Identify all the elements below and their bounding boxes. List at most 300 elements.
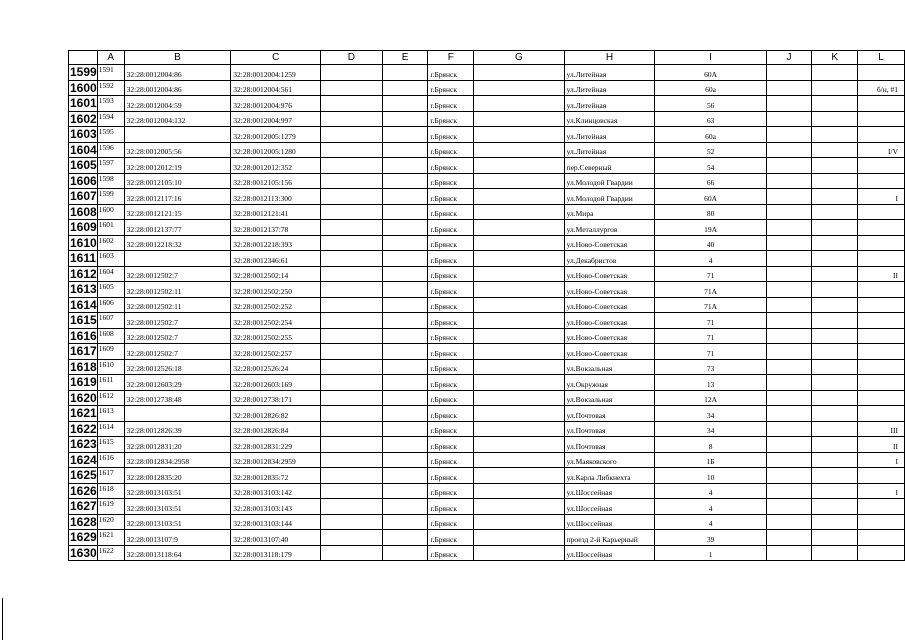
cell-g[interactable] <box>474 80 564 96</box>
row-number[interactable]: 1608 <box>70 204 97 219</box>
cell-i[interactable]: 54 <box>655 158 766 174</box>
row-number[interactable]: 1624 <box>70 452 97 467</box>
cell-a[interactable]: 1622 <box>97 545 124 561</box>
row-number[interactable]: 1609 <box>70 220 97 235</box>
cell-l[interactable] <box>858 328 905 344</box>
cell-f[interactable]: г.Брянск <box>428 499 474 515</box>
cell-h[interactable]: ул.Ново-Советская <box>564 328 655 344</box>
cell-b[interactable]: 32:28:0012502:7 <box>124 313 231 329</box>
cell-h[interactable]: ул.Ново-Советская <box>564 313 655 329</box>
cell-h[interactable]: ул.Клинцовская <box>564 111 655 127</box>
cell-k[interactable] <box>812 530 858 546</box>
cell-d[interactable] <box>321 65 383 81</box>
cell-a[interactable]: 1610 <box>97 359 124 375</box>
cell-g[interactable] <box>474 406 564 422</box>
cell-h[interactable]: ул.Ново-Советская <box>564 266 655 282</box>
cell-d[interactable] <box>321 282 383 298</box>
cell-d[interactable] <box>321 530 383 546</box>
cell-h[interactable]: ул.Почтовая <box>564 437 655 453</box>
cell-h[interactable]: проезд 2-й Карьерный <box>564 530 655 546</box>
cell-c[interactable]: 32:28:0013103:144 <box>231 514 321 530</box>
cell-f[interactable]: г.Брянск <box>428 80 474 96</box>
cell-b[interactable] <box>124 406 231 422</box>
cell-l[interactable]: I <box>858 189 905 205</box>
cell-b[interactable]: 32:28:0012502:11 <box>124 282 231 298</box>
cell-k[interactable] <box>812 452 858 468</box>
cell-k[interactable] <box>812 158 858 174</box>
cell-f[interactable]: г.Брянск <box>428 142 474 158</box>
cell-c[interactable]: 32:28:0012835:72 <box>231 468 321 484</box>
cell-b[interactable] <box>124 251 231 267</box>
cell-c[interactable]: 32:28:0012113:300 <box>231 189 321 205</box>
cell-i[interactable]: 4 <box>655 499 766 515</box>
cell-i[interactable]: 60а <box>655 80 766 96</box>
cell-i[interactable]: 34 <box>655 406 766 422</box>
cell-e[interactable] <box>382 530 428 546</box>
cell-h[interactable]: ул.Шоссейная <box>564 483 655 499</box>
cell-b[interactable]: 32:28:0012218:32 <box>124 235 231 251</box>
cell-h[interactable]: ул.Ново-Советская <box>564 282 655 298</box>
cell-g[interactable] <box>474 282 564 298</box>
cell-e[interactable] <box>382 282 428 298</box>
cell-h[interactable]: ул.Молодой Гвардии <box>564 173 655 189</box>
row-number[interactable]: 1607 <box>70 189 97 204</box>
cell-h[interactable]: ул.Декабристов <box>564 251 655 267</box>
cell-h[interactable]: ул.Литейная <box>564 80 655 96</box>
cell-j[interactable] <box>766 251 812 267</box>
cell-d[interactable] <box>321 173 383 189</box>
cell-i[interactable]: 4 <box>655 514 766 530</box>
cell-l[interactable]: II <box>858 437 905 453</box>
cell-g[interactable] <box>474 437 564 453</box>
cell-a[interactable]: 1607 <box>97 313 124 329</box>
cell-h[interactable]: ул.Шоссейная <box>564 545 655 561</box>
cell-l[interactable] <box>858 313 905 329</box>
row-number[interactable]: 1616 <box>70 328 97 343</box>
cell-h[interactable]: ул.Почтовая <box>564 421 655 437</box>
cell-a[interactable]: 1592 <box>97 80 124 96</box>
cell-k[interactable] <box>812 437 858 453</box>
cell-i[interactable]: 60А <box>655 65 766 81</box>
cell-h[interactable]: ул.Литейная <box>564 65 655 81</box>
cell-j[interactable] <box>766 158 812 174</box>
cell-b[interactable]: 32:28:0012831:20 <box>124 437 231 453</box>
cell-d[interactable] <box>321 297 383 313</box>
cell-e[interactable] <box>382 359 428 375</box>
cell-b[interactable]: 32:28:0013103:51 <box>124 483 231 499</box>
cell-b[interactable]: 32:28:0012004:132 <box>124 111 231 127</box>
cell-l[interactable] <box>858 468 905 484</box>
row-number[interactable]: 1603 <box>70 127 97 142</box>
cell-f[interactable]: г.Брянск <box>428 390 474 406</box>
cell-g[interactable] <box>474 530 564 546</box>
cell-l[interactable] <box>858 127 905 143</box>
cell-i[interactable]: 39 <box>655 530 766 546</box>
cell-g[interactable] <box>474 111 564 127</box>
cell-l[interactable]: II <box>858 266 905 282</box>
cell-f[interactable]: г.Брянск <box>428 530 474 546</box>
cell-k[interactable] <box>812 266 858 282</box>
cell-j[interactable] <box>766 220 812 236</box>
cell-h[interactable]: ул.Маяковского <box>564 452 655 468</box>
cell-f[interactable]: г.Брянск <box>428 266 474 282</box>
row-number[interactable]: 1611 <box>70 251 97 266</box>
cell-i[interactable]: 60а <box>655 127 766 143</box>
cell-c[interactable]: 32:28:0012121:41 <box>231 204 321 220</box>
cell-j[interactable] <box>766 235 812 251</box>
cell-l[interactable] <box>858 65 905 81</box>
cell-c[interactable]: 32:28:0012502:257 <box>231 344 321 360</box>
cell-c[interactable]: 32:28:0012834:2959 <box>231 452 321 468</box>
cell-k[interactable] <box>812 344 858 360</box>
cell-f[interactable]: г.Брянск <box>428 204 474 220</box>
cell-k[interactable] <box>812 80 858 96</box>
cell-k[interactable] <box>812 328 858 344</box>
cell-k[interactable] <box>812 173 858 189</box>
cell-b[interactable]: 32:28:0012137:77 <box>124 220 231 236</box>
cell-b[interactable]: 32:28:0012738:48 <box>124 390 231 406</box>
cell-h[interactable]: ул.Шоссейная <box>564 499 655 515</box>
cell-c[interactable]: 32:28:0012218:393 <box>231 235 321 251</box>
cell-d[interactable] <box>321 127 383 143</box>
cell-i[interactable]: 66 <box>655 173 766 189</box>
row-number[interactable]: 1626 <box>70 483 97 498</box>
cell-e[interactable] <box>382 251 428 267</box>
cell-a[interactable]: 1600 <box>97 204 124 220</box>
cell-l[interactable] <box>858 530 905 546</box>
cell-l[interactable] <box>858 499 905 515</box>
cell-j[interactable] <box>766 514 812 530</box>
cell-e[interactable] <box>382 220 428 236</box>
cell-k[interactable] <box>812 282 858 298</box>
cell-d[interactable] <box>321 328 383 344</box>
cell-l[interactable] <box>858 111 905 127</box>
cell-h[interactable]: ул.Карла Либкнехта <box>564 468 655 484</box>
cell-l[interactable] <box>858 344 905 360</box>
cell-b[interactable]: 32:28:0012834:2958 <box>124 452 231 468</box>
cell-c[interactable]: 32:28:0013103:142 <box>231 483 321 499</box>
row-number[interactable]: 1614 <box>70 297 97 312</box>
cell-j[interactable] <box>766 297 812 313</box>
cell-g[interactable] <box>474 142 564 158</box>
cell-g[interactable] <box>474 452 564 468</box>
cell-c[interactable]: 32:28:0012004:1259 <box>231 65 321 81</box>
cell-h[interactable]: ул.Шоссейная <box>564 514 655 530</box>
cell-l[interactable] <box>858 297 905 313</box>
cell-b[interactable]: 32:28:0012603:29 <box>124 375 231 391</box>
cell-c[interactable]: 32:28:0012826:82 <box>231 406 321 422</box>
cell-g[interactable] <box>474 499 564 515</box>
cell-c[interactable]: 32:28:0012502:255 <box>231 328 321 344</box>
cell-e[interactable] <box>382 189 428 205</box>
cell-a[interactable]: 1606 <box>97 297 124 313</box>
cell-b[interactable]: 32:28:0012105:10 <box>124 173 231 189</box>
cell-i[interactable]: 71А <box>655 297 766 313</box>
cell-j[interactable] <box>766 96 812 112</box>
cell-k[interactable] <box>812 359 858 375</box>
cell-j[interactable] <box>766 328 812 344</box>
cell-h[interactable]: ул.Литейная <box>564 142 655 158</box>
cell-k[interactable] <box>812 499 858 515</box>
cell-d[interactable] <box>321 514 383 530</box>
cell-a[interactable]: 1609 <box>97 344 124 360</box>
cell-e[interactable] <box>382 142 428 158</box>
cell-g[interactable] <box>474 514 564 530</box>
cell-a[interactable]: 1620 <box>97 514 124 530</box>
cell-l[interactable]: I <box>858 452 905 468</box>
cell-c[interactable]: 32:28:0012603:169 <box>231 375 321 391</box>
cell-a[interactable]: 1616 <box>97 452 124 468</box>
cell-e[interactable] <box>382 173 428 189</box>
cell-c[interactable]: 32:28:0013118:179 <box>231 545 321 561</box>
cell-i[interactable]: 73 <box>655 359 766 375</box>
cell-f[interactable]: г.Брянск <box>428 220 474 236</box>
cell-f[interactable]: г.Брянск <box>428 452 474 468</box>
cell-f[interactable]: г.Брянск <box>428 158 474 174</box>
cell-e[interactable] <box>382 375 428 391</box>
cell-l[interactable] <box>858 406 905 422</box>
cell-c[interactable]: 32:28:0012346:61 <box>231 251 321 267</box>
cell-d[interactable] <box>321 390 383 406</box>
cell-b[interactable]: 32:28:0012502:7 <box>124 266 231 282</box>
cell-i[interactable]: 10 <box>655 468 766 484</box>
cell-f[interactable]: г.Брянск <box>428 313 474 329</box>
cell-i[interactable]: 1Б <box>655 452 766 468</box>
cell-h[interactable]: ул.Литейная <box>564 96 655 112</box>
cell-i[interactable]: 71 <box>655 328 766 344</box>
cell-g[interactable] <box>474 158 564 174</box>
cell-a[interactable]: 1617 <box>97 468 124 484</box>
cell-g[interactable] <box>474 468 564 484</box>
cell-g[interactable] <box>474 235 564 251</box>
cell-h[interactable]: ул.Вокзальная <box>564 359 655 375</box>
cell-f[interactable]: г.Брянск <box>428 282 474 298</box>
cell-d[interactable] <box>321 220 383 236</box>
cell-a[interactable]: 1608 <box>97 328 124 344</box>
cell-i[interactable]: 71 <box>655 266 766 282</box>
cell-f[interactable]: г.Брянск <box>428 483 474 499</box>
cell-c[interactable]: 32:28:0012004:561 <box>231 80 321 96</box>
cell-i[interactable]: 12А <box>655 390 766 406</box>
cell-g[interactable] <box>474 266 564 282</box>
cell-g[interactable] <box>474 375 564 391</box>
cell-b[interactable]: 32:28:0012826:39 <box>124 421 231 437</box>
cell-j[interactable] <box>766 204 812 220</box>
cell-f[interactable]: г.Брянск <box>428 328 474 344</box>
cell-l[interactable] <box>858 158 905 174</box>
cell-b[interactable]: 32:28:0012502:11 <box>124 297 231 313</box>
cell-c[interactable]: 32:28:0012012:352 <box>231 158 321 174</box>
cell-a[interactable]: 1604 <box>97 266 124 282</box>
cell-g[interactable] <box>474 65 564 81</box>
cell-j[interactable] <box>766 421 812 437</box>
row-number[interactable]: 1612 <box>70 266 97 281</box>
cell-f[interactable]: г.Брянск <box>428 545 474 561</box>
row-number[interactable]: 1605 <box>70 158 97 173</box>
cell-d[interactable] <box>321 266 383 282</box>
cell-l[interactable] <box>858 251 905 267</box>
cell-g[interactable] <box>474 390 564 406</box>
cell-j[interactable] <box>766 468 812 484</box>
cell-c[interactable]: 32:28:0012005:1279 <box>231 127 321 143</box>
cell-g[interactable] <box>474 251 564 267</box>
row-number[interactable]: 1627 <box>70 499 97 514</box>
cell-d[interactable] <box>321 421 383 437</box>
cell-b[interactable]: 32:28:0013103:51 <box>124 514 231 530</box>
cell-h[interactable]: ул.Вокзальная <box>564 390 655 406</box>
cell-c[interactable]: 32:28:0012502:250 <box>231 282 321 298</box>
cell-j[interactable] <box>766 499 812 515</box>
cell-k[interactable] <box>812 468 858 484</box>
cell-j[interactable] <box>766 282 812 298</box>
cell-b[interactable]: 32:28:0013107:9 <box>124 530 231 546</box>
cell-e[interactable] <box>382 266 428 282</box>
cell-k[interactable] <box>812 235 858 251</box>
cell-l[interactable] <box>858 514 905 530</box>
row-number[interactable]: 1625 <box>70 468 97 483</box>
cell-f[interactable]: г.Брянск <box>428 251 474 267</box>
cell-f[interactable]: г.Брянск <box>428 173 474 189</box>
cell-a[interactable]: 1603 <box>97 251 124 267</box>
cell-b[interactable]: 32:28:0012502:7 <box>124 328 231 344</box>
row-number[interactable]: 1600 <box>70 80 97 95</box>
cell-h[interactable]: ул.Литейная <box>564 127 655 143</box>
row-number[interactable]: 1620 <box>70 390 97 405</box>
cell-a[interactable]: 1615 <box>97 437 124 453</box>
cell-a[interactable]: 1597 <box>97 158 124 174</box>
row-number[interactable]: 1604 <box>70 142 97 157</box>
cell-i[interactable]: 80 <box>655 204 766 220</box>
cell-e[interactable] <box>382 127 428 143</box>
row-number[interactable]: 1621 <box>70 406 97 421</box>
cell-e[interactable] <box>382 468 428 484</box>
cell-e[interactable] <box>382 297 428 313</box>
cell-a[interactable]: 1593 <box>97 96 124 112</box>
cell-a[interactable]: 1621 <box>97 530 124 546</box>
cell-b[interactable]: 32:28:0013118:64 <box>124 545 231 561</box>
cell-e[interactable] <box>382 344 428 360</box>
row-number[interactable]: 1623 <box>70 437 97 452</box>
cell-i[interactable]: 71 <box>655 344 766 360</box>
row-number[interactable]: 1629 <box>70 530 97 545</box>
cell-j[interactable] <box>766 80 812 96</box>
cell-k[interactable] <box>812 514 858 530</box>
cell-f[interactable]: г.Брянск <box>428 514 474 530</box>
cell-l[interactable] <box>858 359 905 375</box>
cell-i[interactable]: 56 <box>655 96 766 112</box>
cell-k[interactable] <box>812 142 858 158</box>
cell-h[interactable]: ул.Молодой Гвардии <box>564 189 655 205</box>
cell-i[interactable]: 8 <box>655 437 766 453</box>
cell-e[interactable] <box>382 452 428 468</box>
cell-a[interactable]: 1618 <box>97 483 124 499</box>
cell-e[interactable] <box>382 406 428 422</box>
cell-j[interactable] <box>766 111 812 127</box>
cell-c[interactable]: 32:28:0012826:84 <box>231 421 321 437</box>
cell-b[interactable]: 32:28:0012004:86 <box>124 80 231 96</box>
cell-j[interactable] <box>766 344 812 360</box>
cell-b[interactable]: 32:28:0012121:15 <box>124 204 231 220</box>
cell-k[interactable] <box>812 127 858 143</box>
cell-g[interactable] <box>474 421 564 437</box>
cell-b[interactable]: 32:28:0012004:59 <box>124 96 231 112</box>
cell-h[interactable]: ул.Окружная <box>564 375 655 391</box>
cell-f[interactable]: г.Брянск <box>428 235 474 251</box>
cell-a[interactable]: 1619 <box>97 499 124 515</box>
cell-j[interactable] <box>766 189 812 205</box>
cell-a[interactable]: 1596 <box>97 142 124 158</box>
cell-i[interactable]: 1 <box>655 545 766 561</box>
cell-l[interactable] <box>858 545 905 561</box>
cell-a[interactable]: 1591 <box>97 65 124 81</box>
cell-c[interactable]: 32:28:0012005:1280 <box>231 142 321 158</box>
cell-f[interactable]: г.Брянск <box>428 344 474 360</box>
cell-l[interactable] <box>858 173 905 189</box>
cell-k[interactable] <box>812 96 858 112</box>
cell-k[interactable] <box>812 204 858 220</box>
cell-h[interactable]: пер.Северный <box>564 158 655 174</box>
cell-k[interactable] <box>812 421 858 437</box>
cell-e[interactable] <box>382 80 428 96</box>
cell-a[interactable]: 1601 <box>97 220 124 236</box>
cell-e[interactable] <box>382 111 428 127</box>
cell-a[interactable]: 1612 <box>97 390 124 406</box>
cell-l[interactable]: I <box>858 483 905 499</box>
cell-j[interactable] <box>766 173 812 189</box>
cell-l[interactable]: б/н, #1 <box>858 80 905 96</box>
cell-f[interactable]: г.Брянск <box>428 189 474 205</box>
cell-j[interactable] <box>766 359 812 375</box>
cell-e[interactable] <box>382 158 428 174</box>
cell-c[interactable]: 32:28:0012502:254 <box>231 313 321 329</box>
cell-j[interactable] <box>766 390 812 406</box>
row-number[interactable]: 1622 <box>70 421 97 436</box>
cell-f[interactable]: г.Брянск <box>428 406 474 422</box>
cell-k[interactable] <box>812 65 858 81</box>
cell-j[interactable] <box>766 313 812 329</box>
cell-i[interactable]: 4 <box>655 483 766 499</box>
cell-g[interactable] <box>474 297 564 313</box>
cell-j[interactable] <box>766 127 812 143</box>
cell-g[interactable] <box>474 204 564 220</box>
cell-c[interactable]: 32:28:0013103:143 <box>231 499 321 515</box>
row-number[interactable]: 1601 <box>70 96 97 111</box>
cell-f[interactable]: г.Брянск <box>428 297 474 313</box>
cell-b[interactable]: 32:28:0012502:7 <box>124 344 231 360</box>
cell-j[interactable] <box>766 65 812 81</box>
cell-i[interactable]: 13 <box>655 375 766 391</box>
cell-f[interactable]: г.Брянск <box>428 127 474 143</box>
cell-j[interactable] <box>766 545 812 561</box>
cell-e[interactable] <box>382 204 428 220</box>
cell-d[interactable] <box>321 235 383 251</box>
cell-l[interactable] <box>858 375 905 391</box>
cell-g[interactable] <box>474 220 564 236</box>
cell-g[interactable] <box>474 173 564 189</box>
cell-e[interactable] <box>382 65 428 81</box>
cell-d[interactable] <box>321 142 383 158</box>
cell-d[interactable] <box>321 96 383 112</box>
cell-e[interactable] <box>382 514 428 530</box>
cell-k[interactable] <box>812 111 858 127</box>
cell-l[interactable]: I/V <box>858 142 905 158</box>
cell-a[interactable]: 1599 <box>97 189 124 205</box>
cell-c[interactable]: 32:28:0012502:14 <box>231 266 321 282</box>
cell-d[interactable] <box>321 499 383 515</box>
cell-h[interactable]: ул.Почтовая <box>564 406 655 422</box>
cell-k[interactable] <box>812 390 858 406</box>
cell-b[interactable]: 32:28:0012526:18 <box>124 359 231 375</box>
